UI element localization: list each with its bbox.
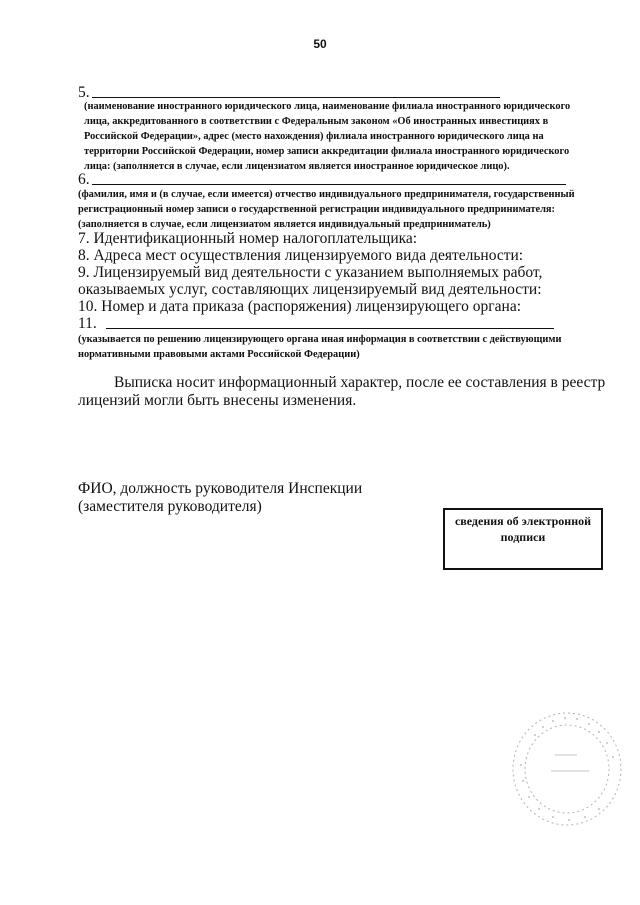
item-7-taxpayer-id: 7. Идентификационный номер налогоплательщика: bbox=[78, 230, 418, 247]
item-11-fill-line bbox=[106, 328, 554, 329]
signatory-title-line-1: ФИО, должность руководителя Инспекции bbox=[78, 480, 363, 497]
item-5-note-line-3: Российской Федерации», адрес (место нахождения) филиала иностранного юридического лица на bbox=[84, 131, 544, 142]
item-5-note-line-1: (наименование иностранного юридического лица, наименование филиала иностранного юридического bbox=[84, 101, 571, 112]
item-8-activity-addresses: 8. Адреса мест осуществления лицензируемого вида деятельности: bbox=[78, 247, 524, 264]
statement-line-1: Выписка носит информационный характер, после ее составления в реестр bbox=[114, 374, 606, 391]
item-6-note-line-3: (заполняется в случае, если лицензиатом является индивидуальный предприниматель) bbox=[78, 219, 491, 230]
statement-line-2: лицензий могли быть внесены изменения. bbox=[78, 392, 357, 409]
item-6-fill-line bbox=[92, 184, 566, 185]
item-11-note-line-1: (указывается по решению лицензирующего органа иная информация в соответствии с действующими bbox=[78, 334, 562, 345]
item-5-note-line-4: территории Российской Федерации, номер записи аккредитации филиала иностранного юридического bbox=[84, 146, 570, 157]
item-6-label: 6. bbox=[78, 171, 90, 188]
item-5-note-line-5: лица: (заполняется в случае, если лицензиатом является иностранное юридическое лицо). bbox=[84, 161, 510, 172]
item-9-activity-type-line-2: оказываемых услуг, составляющих лицензируемый вид деятельности: bbox=[78, 281, 542, 298]
item-5-label: 5. bbox=[78, 84, 90, 101]
electronic-signature-box bbox=[443, 508, 603, 570]
official-stamp-icon bbox=[505, 705, 625, 830]
item-5-fill-line bbox=[92, 97, 500, 98]
item-11-label: 11. bbox=[78, 315, 97, 332]
electronic-signature-label: сведения об электронной подписи bbox=[454, 514, 592, 544]
page-number: 50 bbox=[313, 37, 327, 51]
item-9-activity-type-line-1: 9. Лицензируемый вид деятельности с указанием выполняемых работ, bbox=[78, 264, 543, 281]
item-5-note-line-2: лица, аккредитованного в соответствии с Федеральным законом «Об иностранных инвестициях в bbox=[84, 116, 549, 127]
signatory-title-line-2: (заместителя руководителя) bbox=[78, 498, 262, 515]
item-6-note-line-2: регистрационный номер записи о государственной регистрации индивидуального предпринимателя: bbox=[78, 204, 556, 215]
item-10-order-number-date: 10. Номер и дата приказа (распоряжения) лицензирующего органа: bbox=[78, 298, 522, 315]
item-6-note-line-1: (фамилия, имя и (в случае, если имеется) отчество индивидуального предпринимателя, государственный bbox=[78, 189, 575, 200]
item-11-note-line-2: нормативными правовыми актами Российской Федерации) bbox=[78, 349, 360, 360]
